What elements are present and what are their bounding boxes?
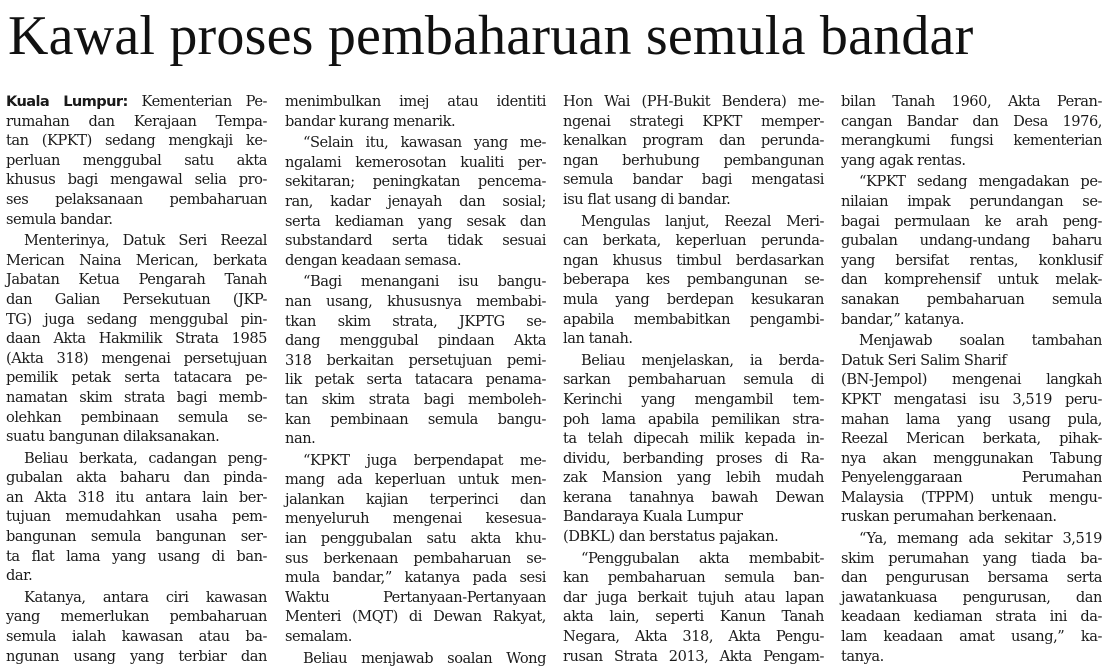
article-column-1: [6, 92, 267, 666]
text-line: ngan khusus timbul berdasarkan: [563, 251, 824, 269]
text-line: Mengulas lanjut, Reezal Meri-: [581, 212, 824, 230]
headline: Kawal proses pembaharuan semula bandar: [8, 5, 974, 67]
text-line: tujuan memudahkan usaha pem-: [6, 508, 267, 526]
text-line: KPKT mengatasi isu 3,519 peru-: [841, 390, 1102, 408]
text-line: Bandaraya Kuala Lumpur: [563, 508, 743, 526]
text-line: nan usang, khususnya membabi-: [285, 292, 546, 310]
text-line: ses pelaksanaan pembaharuan: [6, 190, 267, 208]
text-line: jawatankuasa pengurusan, dan: [841, 588, 1102, 606]
text-line: Waktu Pertanyaan-Pertanyaan: [285, 588, 546, 606]
text-line: apabila membabitkan pengambi-: [563, 310, 824, 328]
text-line: tan (KPKT) sedang mengkaji ke-: [6, 132, 267, 150]
text-line: bangunan semula bangunan ser-: [6, 528, 267, 546]
text-line: ta telah dipecah milik kepada in-: [563, 430, 824, 448]
text-line: semalam.: [285, 628, 352, 646]
text-line: gubalan akta baharu dan pinda-: [6, 469, 267, 487]
text-line: yang memerlukan pembaharuan: [6, 608, 267, 626]
text-line: beberapa kes pembangunan se-: [563, 271, 824, 289]
text-line: bandar,” katanya.: [841, 310, 965, 328]
text-line: khusus bagi mengawal selia pro-: [6, 171, 267, 189]
text-line: bilan Tanah 1960, Akta Peran-: [841, 93, 1102, 110]
text-line: rusan Strata 2013, Akta Pengam-: [563, 647, 824, 665]
text-line: “Bagi menangani isu bangu-: [303, 273, 546, 291]
text-line-content: Kementerian Pe-: [127, 93, 267, 110]
text-line: Jabatan Ketua Pengarah Tanah: [6, 271, 267, 289]
text-line: semula ialah kawasan atau ba-: [6, 628, 267, 646]
text-line: ngalami kemerosotan kualiti per-: [285, 153, 546, 171]
text-line: nilaian impak perundangan se-: [841, 192, 1102, 210]
text-line: dan komprehensif untuk melak-: [841, 271, 1102, 289]
text-line: tkan skim strata, JKPTG se-: [285, 312, 546, 330]
text-line: dengan keadaan semasa.: [285, 251, 462, 269]
text-line: bagai permulaan ke arah peng-: [841, 212, 1102, 230]
text-line: dar.: [6, 567, 33, 585]
text-line: Merican Naina Merican, berkata: [6, 251, 267, 269]
text-line: Negara, Akta 318, Akta Pengu-: [563, 628, 824, 646]
text-line: jalankan kajian terperinci dan: [285, 490, 546, 508]
text-line: kan pembaharuan semula ban-: [563, 569, 824, 587]
text-line: kan pembinaan semula bangu-: [285, 410, 546, 428]
text-line: Menterinya, Datuk Seri Reezal: [24, 232, 267, 250]
article-column-2: [285, 92, 546, 668]
text-line: Penyelenggaraan Perumahan: [841, 469, 1102, 487]
text-line: Malaysia (TPPM) untuk mengu-: [841, 488, 1102, 506]
text-line: yang bersifat rentas, konklusif: [841, 251, 1102, 269]
text-line: dan Galian Persekutuan (JKP-: [6, 290, 267, 308]
text-line: Beliau menjelaskan, ia berda-: [581, 351, 824, 369]
text-line: 318 berkaitan persetujuan pemi-: [285, 351, 546, 369]
text-line: “Penggubalan akta membabit-: [581, 549, 824, 567]
text-line: semula bandar bagi mengatasi: [563, 171, 824, 189]
text-line: ta flat lama yang usang di ban-: [6, 547, 267, 565]
text-line: ngenai strategi KPKT memper-: [563, 112, 824, 130]
text-line: mula yang berdepan kesukaran: [563, 290, 824, 308]
text-line: Menjawab soalan tambahan: [859, 332, 1102, 350]
text-line: keadaan kediaman strata ini da-: [841, 608, 1102, 626]
text-line: nya akan menggunakan Tabung: [841, 449, 1102, 467]
text-line: lam keadaan amat usang,” ka-: [841, 628, 1102, 646]
text-line: Kerinchi yang mengambil tem-: [563, 390, 824, 408]
text-line: (DBKL) dan berstatus pajakan.: [563, 528, 779, 546]
text-line: gubalan undang-undang baharu: [841, 232, 1102, 250]
dateline: Kuala Lumpur:: [6, 93, 128, 110]
text-line: ran, kadar jenayah dan sosial;: [285, 192, 546, 210]
text-line: tan skim strata bagi memboleh-: [285, 390, 546, 408]
text-line: kerana tanahnya bawah Dewan: [563, 488, 824, 506]
text-line: Reezal Merican berkata, pihak-: [841, 430, 1102, 448]
text-line: TG) juga sedang menggubal pin-: [6, 310, 267, 328]
text-line: yang agak rentas.: [841, 151, 966, 169]
text-line: Menteri (MQT) di Dewan Rakyat,: [285, 608, 546, 626]
text-line: [6, 92, 267, 112]
text-line: lan tanah.: [563, 330, 633, 348]
text-line: lik petak serta tatacara penama-: [285, 371, 546, 389]
text-line: “KPKT juga berpendapat me-: [303, 451, 546, 469]
text-line: Beliau berkata, cadangan peng-: [24, 449, 267, 467]
text-line: poh lama apabila pemilikan stra-: [563, 410, 824, 428]
text-line: tanya.: [841, 647, 884, 665]
text-line: “Ya, memang ada sekitar 3,519: [859, 530, 1102, 548]
text-line: “Selain itu, kawasan yang me-: [303, 134, 546, 152]
text-line: serta kediaman yang sesak dan: [285, 212, 546, 230]
text-line: Katanya, antara ciri kawasan: [24, 588, 267, 606]
text-line: an Akta 318 itu antara lain ber-: [6, 488, 267, 506]
text-line: can berkata, keperluan perunda-: [563, 232, 824, 250]
text-line: merangkumi fungsi kementerian: [841, 132, 1102, 150]
text-line: ngunan usang yang terbiar dan: [6, 647, 267, 665]
text-line: rumahan dan Kerajaan Tempa-: [6, 112, 267, 130]
text-line: (BN-Jempol) mengenai langkah: [841, 371, 1102, 389]
text-line: mahan lama yang usang pula,: [841, 410, 1102, 428]
text-line: perluan menggubal satu akta: [6, 151, 267, 169]
text-line: menyeluruh mengenai kesesua-: [285, 510, 546, 528]
text-line: nan.: [285, 430, 316, 448]
text-line: bandar kurang menarik.: [285, 112, 456, 130]
text-line: mang ada keperluan untuk men-: [285, 471, 546, 489]
text-line: namatan skim strata bagi memb-: [6, 388, 267, 406]
text-line: daan Akta Hakmilik Strata 1985: [6, 330, 267, 348]
text-line: skim perumahan yang tiada ba-: [841, 549, 1102, 567]
text-line: sanakan pembaharuan semula: [841, 290, 1102, 308]
text-line: substandard serta tidak sesuai: [285, 232, 546, 250]
text-line: “KPKT sedang mengadakan pe-: [859, 173, 1102, 191]
text-line: kenalkan program dan perunda-: [563, 132, 824, 150]
text-line: sarkan pembaharuan semula di: [563, 371, 824, 389]
text-line: mula bandar,” katanya pada sesi: [285, 569, 546, 587]
text-line: ruskan perumahan berkenaan.: [841, 508, 1057, 526]
text-line: (Akta 318) mengenai persetujuan: [6, 349, 267, 367]
text-line: akta lain, seperti Kanun Tanah: [563, 608, 824, 626]
text-line: dividu, berbanding proses di Ra-: [563, 449, 824, 467]
text-line: isu flat usang di bandar.: [563, 190, 731, 208]
text-line: pemilik petak serta tatacara pe-: [6, 369, 267, 387]
text-line: zak Mansion yang lebih mudah: [563, 469, 824, 487]
text-line: Datuk Seri Salim Sharif: [841, 351, 1007, 369]
text-line: dar juga berkait tujuh atau lapan: [563, 588, 824, 606]
text-line: dan pengurusan bersama serta: [841, 569, 1102, 587]
text-line: semula bandar.: [6, 210, 113, 228]
text-line: olehkan pembinaan semula se-: [6, 408, 267, 426]
article-column-4: [841, 92, 1102, 666]
text-line: cangan Bandar dan Desa 1976,: [841, 112, 1102, 130]
text-line: suatu bangunan dilaksanakan.: [6, 428, 220, 446]
text-line: sus berkenaan pembaharuan se-: [285, 549, 546, 567]
text-line: Beliau menjawab soalan Wong: [303, 649, 546, 667]
text-line: ngan berhubung pembangunan: [563, 151, 824, 169]
text-line: dang menggubal pindaan Akta: [285, 332, 546, 350]
text-line: ian penggubalan satu akta khu-: [285, 530, 546, 548]
text-line: menimbulkan imej atau identiti: [285, 93, 546, 110]
text-line: sekitaran; peningkatan pencema-: [285, 173, 546, 191]
text-line: Hon Wai (PH-Bukit Bendera) me-: [563, 93, 824, 110]
article-column-3: [563, 92, 824, 666]
